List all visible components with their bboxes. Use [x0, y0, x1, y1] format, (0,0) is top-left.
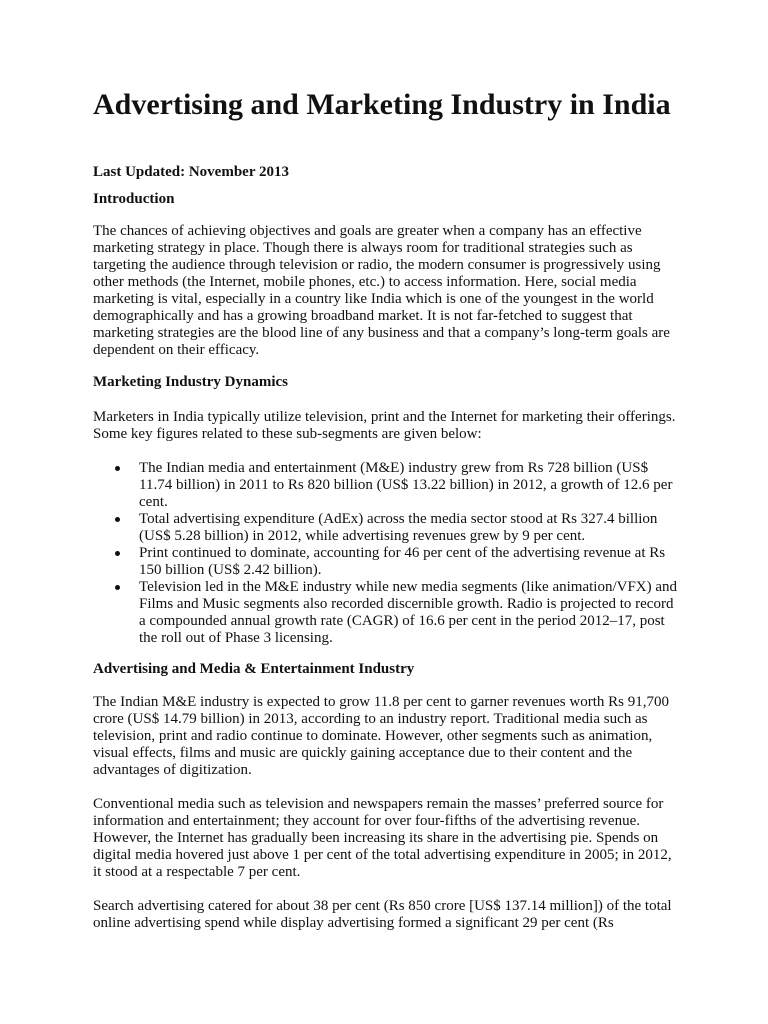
dynamics-paragraph: Marketers in India typically utilize television, print and the Internet for marketing their offerings. Some key figures related to these sub-segments are given below: [93, 409, 676, 442]
advertising-paragraph-1: The Indian M&E industry is expected to grow 11.8 per cent to garner revenues worth Rs 91,700 crore (US$ 14.79 billion) in 2013, according to an industry report. Traditional media such as television, print and radio continue to dominate. However, other segments such as animation, visual effects, films and music are quickly gaining acceptance due to their content and the advantages of digitization. [93, 694, 669, 778]
list-item [93, 511, 683, 545]
advertising-paragraph-3: Search advertising catered for about 38 per cent (Rs 850 crore [US$ 137.14 million]) of the total online advertising spend while display advertising formed a significant 29 per cent (Rs [93, 898, 672, 931]
dynamics-heading: Marketing Industry Dynamics [93, 374, 289, 390]
introduction-paragraph: The chances of achieving objectives and goals are greater when a company has an effective marketing strategy in place. Though there is always room for traditional strategies such as targeting the audience through television or radio, the modern consumer is progressively using other methods (the Internet, mobile phones, etc.) to access information. Here, social media marketing is vital, especially in a country like India which is one of the youngest in the world demographically and has a growing broadband market. It is not far-fetched to suggest that marketing strategies are the blood line of any business and that a company’s long-term goals are dependent on their efficacy. [93, 223, 670, 358]
last-updated: Last Updated: November 2013 [93, 164, 289, 180]
list-item [93, 545, 683, 579]
key-figures-list [93, 460, 683, 647]
bullet-icon [115, 517, 120, 522]
bullet-icon [115, 551, 120, 556]
list-item-text: Print continued to dominate, accounting for 46 per cent of the advertising revenue at Rs 150 billion (US$ 2.42 billion). [139, 545, 666, 578]
page-title: Advertising and Marketing Industry in India [93, 88, 671, 121]
list-item [93, 460, 683, 511]
list-item-text: The Indian media and entertainment (M&E) industry grew from Rs 728 billion (US$ 11.74 billion) in 2011 to Rs 820 billion (US$ 13.22 billion) in 2012, a growth of 12.6 per cent. [139, 460, 673, 510]
list-item-text: Television led in the M&E industry while new media segments (like animation/VFX) and Films and Music segments also recorded discernible growth. Radio is projected to record a compounded annual growth rate (CAGR) of 16.6 per cent in the period 2012–17, post the roll out of Phase 3 licensing. [139, 579, 678, 646]
advertising-heading: Advertising and Media & Entertainment Industry [93, 661, 415, 677]
introduction-heading: Introduction [93, 191, 175, 207]
advertising-paragraph-2: Conventional media such as television and newspapers remain the masses’ preferred source for information and entertainment; they account for over four-fifths of the advertising revenue. However, the Internet has gradually been increasing its share in the advertising pie. Spends on digital media hovered just above 1 per cent of the total advertising expenditure in 2005; in 2012, it stood at a respectable 7 per cent. [93, 796, 672, 880]
list-item [93, 579, 683, 647]
bullet-icon [115, 466, 120, 471]
list-item-text: Total advertising expenditure (AdEx) across the media sector stood at Rs 327.4 billion (US$ 5.28 billion) in 2012, while advertising revenues grew by 9 per cent. [139, 511, 658, 544]
bullet-icon [115, 585, 120, 590]
